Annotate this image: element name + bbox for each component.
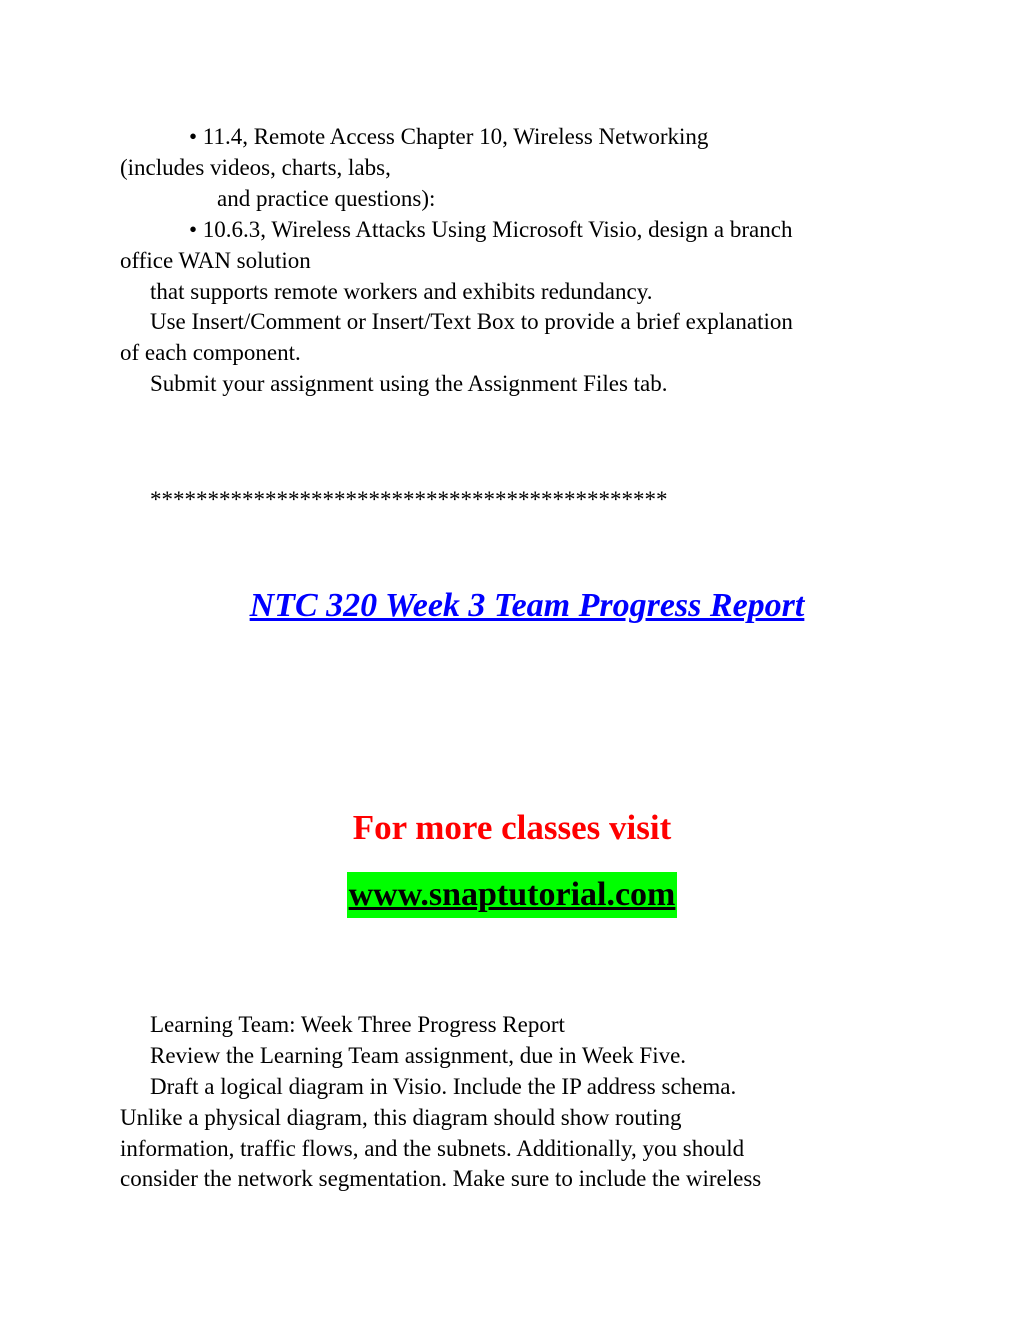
- text-line: that supports remote workers and exhibits redundancy.: [150, 279, 653, 304]
- text-line: Review the Learning Team assignment, due in Week Five.: [150, 1043, 687, 1068]
- text-line: information, traffic flows, and the subnets. Additionally, you should: [120, 1136, 745, 1161]
- promo-site-link[interactable]: www.snaptutorial.com: [347, 872, 678, 918]
- text-line: Use Insert/Comment or Insert/Text Box to provide a brief explanation: [150, 309, 793, 334]
- text-line: Unlike a physical diagram, this diagram should show routing: [120, 1105, 682, 1130]
- text-line: • 11.4, Remote Access Chapter 10, Wireless Networking: [189, 124, 709, 149]
- text-line: Draft a logical diagram in Visio. Include the IP address schema.: [150, 1074, 737, 1099]
- text-line: Learning Team: Week Three Progress Report: [150, 1012, 565, 1037]
- asterisk-separator: *********************************************: [150, 487, 668, 512]
- text-line: consider the network segmentation. Make sure to include the wireless: [120, 1166, 762, 1191]
- text-line: and practice questions):: [217, 186, 436, 211]
- text-line: Submit your assignment using the Assignment Files tab.: [150, 371, 668, 396]
- promo-text: For more classes visit: [352, 808, 672, 847]
- text-line: office WAN solution: [120, 248, 311, 273]
- promo-site-container: [0, 872, 1024, 918]
- text-line: (includes videos, charts, labs,: [120, 155, 391, 180]
- report-title-link[interactable]: NTC 320 Week 3 Team Progress Report: [249, 587, 805, 624]
- text-line: of each component.: [120, 340, 301, 365]
- text-line: • 10.6.3, Wireless Attacks Using Microsoft Visio, design a branch: [189, 217, 793, 242]
